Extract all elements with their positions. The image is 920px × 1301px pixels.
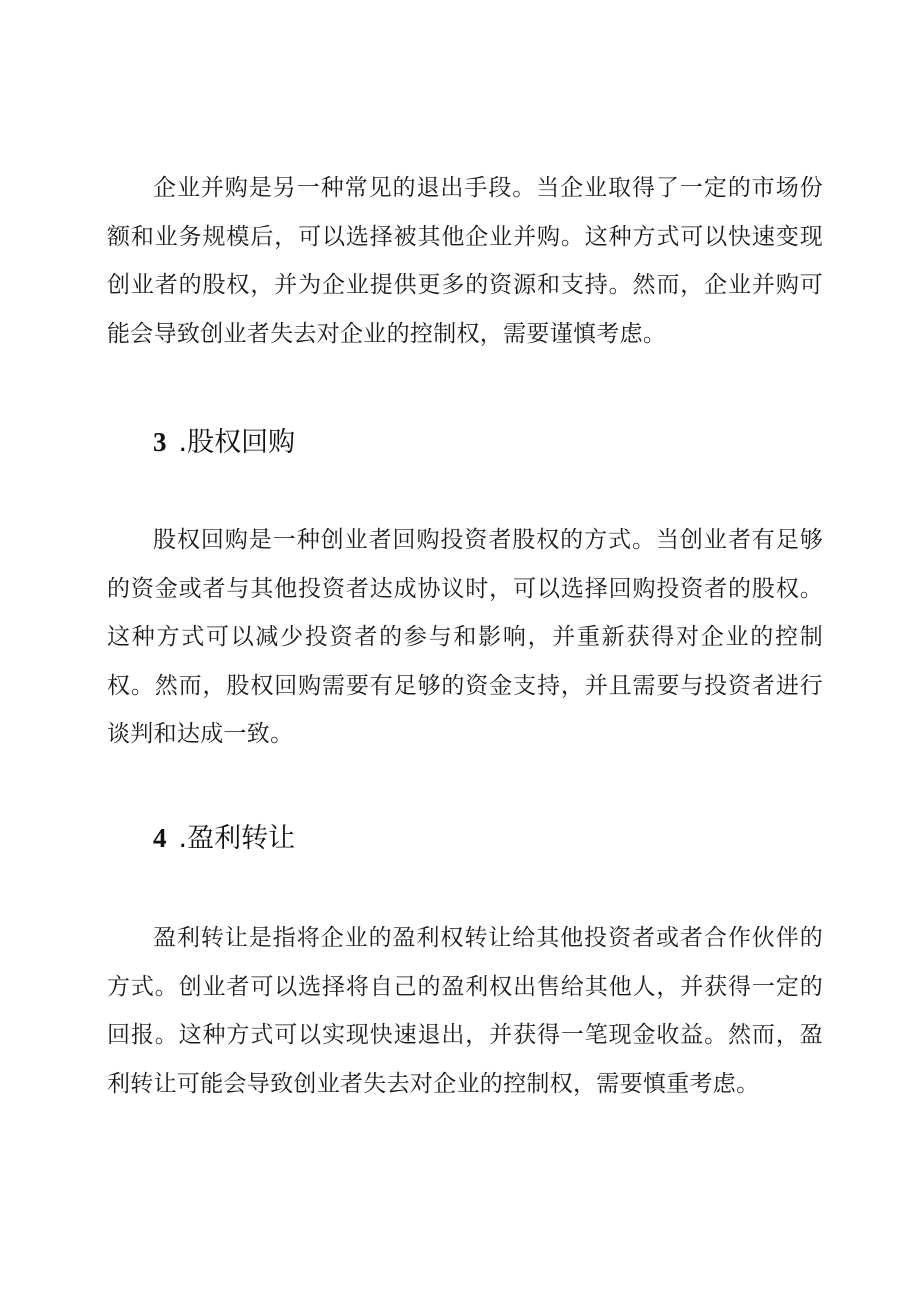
paragraph-merger: 企业并购是另一种常见的退出手段。当企业取得了一定的市场份额和业务规模后，可以选择被其他企业并购。这种方式可以快速变现创业者的股权，并为企业提供更多的资源和支持。然而，企业并购可能会导致创业者失去对企业的控制权，需要谨慎考虑。 xyxy=(107,175,823,347)
section-4-number: 4 xyxy=(153,823,167,853)
section-4-title: .盈利转让 xyxy=(178,823,296,854)
section-4-heading xyxy=(153,818,295,859)
section-4-body: 盈利转让是指将企业的盈利权转让给其他投资者或者合作伙伴的方式。创业者可以选择将自己的盈利权出售给其他人，并获得一定的回报。这种方式可以实现快速退出，并获得一笔现金收益。然而，盈利转让可能会导致创业者失去对企业的控制权，需要慎重考虑。 xyxy=(107,925,823,1097)
section-3-heading xyxy=(153,422,295,463)
section-3-number: 3 xyxy=(153,427,167,457)
section-3-title: .股权回购 xyxy=(178,427,296,458)
section-3-body: 股权回购是一种创业者回购投资者股权的方式。当创业者有足够的资金或者与其他投资者达成协议时，可以选择回购投资者的股权。这种方式可以减少投资者的参与和影响，并重新获得对企业的控制权。然而，股权回购需要有足够的资金支持，并且需要与投资者进行谈判和达成一致。 xyxy=(107,527,823,747)
